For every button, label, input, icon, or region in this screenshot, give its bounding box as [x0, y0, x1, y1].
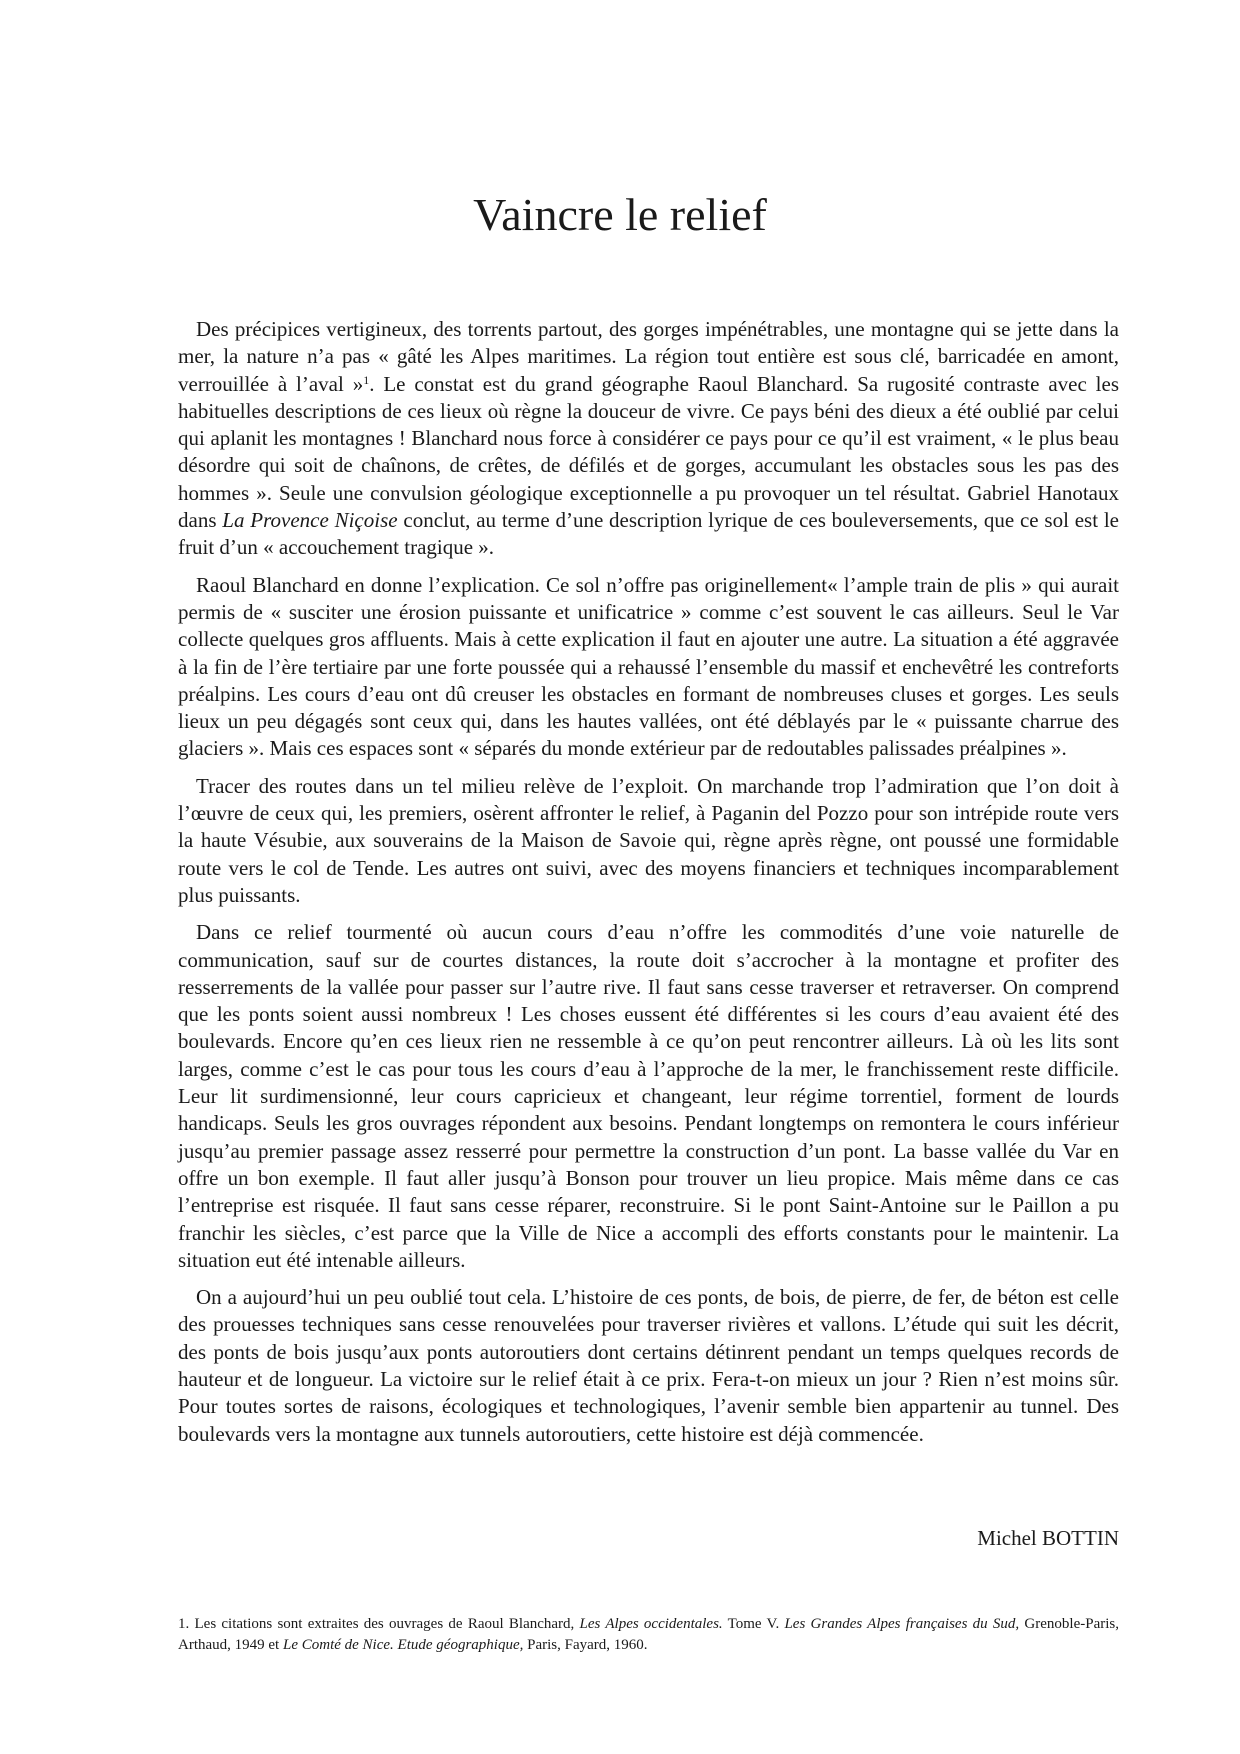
footnote-book-title-2: Les Grandes Alpes françaises du Sud,	[784, 1616, 1020, 1632]
paragraph-5: On a aujourd’hui un peu oublié tout cela. L’histoire de ces ponts, de bois, de pierre, de fer, de béton est celle des prouesses techniques sans cesse renouvelées pour traverser rivières et vallons. L’étude qui suit les décrit, des ponts de bois jusqu’aux ponts autoroutiers dont certains détinrent pendant un temps quelques records de hauteur et de longueur. La victoire sur le relief était à ce prix. Fera-t-on mieux un jour ? Rien n’est moins sûr. Pour toutes sortes de raisons, écologiques et technologiques, l’avenir semble bien appartenir au tunnel. Des boulevards vers la montagne aux tunnels autoroutiers, cette histoire est déjà commencée.	[178, 1285, 1119, 1446]
footnote-part-b: Tome V.	[722, 1616, 785, 1632]
author-signature: Michel BOTTIN	[977, 1526, 1119, 1550]
footnote-book-title-3: Le Comté de Nice. Etude géographique,	[282, 1637, 524, 1653]
footnote-part-c: Grenoble-Paris, Arthaud, 1949 et	[178, 1616, 1119, 1653]
paragraph-4: Dans ce relief tourmenté où aucun cours d’eau n’offre les commodités d’une voie naturelle de communication, sauf sur de courtes distances, la route doit s’accrocher à la montagne et profiter des resserrements de la vallée pour passer sur l’autre rive. Il faut sans cesse traverser et retraverser. On comprend que les ponts soient aussi nombreux ! Les choses eussent été différentes si les cours d’eau avaient été des boulevards. Encore qu’en ces lieux rien ne ressemble à ce qu’on peut rencontrer ailleurs. Là où les lits sont larges, comme c’est le cas pour tous les cours d’eau à l’approche de la mer, le franchissement reste difficile. Leur lit surdimensionné, leur cours capricieux et changeant, leur régime torrentiel, forment de lourds handicaps. Seuls les gros ouvrages répondent aux besoins. Pendant longtemps on remontera le cours inférieur jusqu’au premier passage assez resserré pour permettre la construction d’un pont. La basse vallée du Var en offre un bon exemple. Il faut aller jusqu’à Bonson pour trouver un lieu propice. Mais même dans ce cas l’entreprise est risquée. Il faut sans cesse réparer, reconstruire. Si le pont Saint-Antoine sur le Paillon a pu franchir les siècles, c’est parce que la Ville de Nice a accompli des efforts constants pour le maintenir. La situation eut été intenable ailleurs.	[178, 920, 1119, 1272]
paragraph-2: Raoul Blanchard en donne l’explication. Ce sol n’offre pas originellement« l’ample train de plis » qui aurait permis de « susciter une érosion puissante et unificatrice » comme c’est souvent le cas ailleurs. Seul le Var collecte quelques gros affluents. Mais à cette explication il faut en ajouter une autre. La situation a été aggravée à la fin de l’ère tertiaire par une forte poussée qui a rehaussé l’ensemble du massif et enchevêtré les contreforts préalpins. Les cours d’eau ont dû creuser les obstacles en formant de nombreuses cluses et gorges. Les seuls lieux un peu dégagés sont ceux qui, dans les hautes vallées, ont été déblayés par le « puissante charrue des glaciers ». Mais ces espaces sont « séparés du monde extérieur par de redoutables palissades préalpines ».	[178, 572, 1119, 761]
book-title-la-provence-nicoise: La Provence Niçoise	[222, 508, 398, 533]
body-text	[178, 316, 1119, 1448]
paragraph-1-part-c: conclut, au terme d’une description lyrique de ces bouleversements, que ce sol est le fruit d’un « accouchement tragique ».	[178, 508, 1119, 560]
footnote-book-title-1: Les Alpes occidentales.	[579, 1616, 723, 1632]
footnote-reference[interactable]: 1	[363, 372, 370, 387]
footnote-part-d: Paris, Fayard, 1960.	[523, 1637, 648, 1653]
paragraph-1-part-b: . Le constat est du grand géographe Raoul Blanchard. Sa rugosité contraste avec les habituelles descriptions de ces lieux où règne la douceur de vivre. Ce pays béni des dieux a été oublié par celui qui aplanit les montagnes ! Blanchard nous force à considérer ce pays pour ce qu’il est vraiment, « le plus beau désordre qui soit de chaînons, de crêtes, de défilés et de gorges, accumulant les obstacles sous les pas des hommes ». Seule une convulsion géologique exceptionnelle a pu provoquer un tel résultat. Gabriel Hanotaux dans	[178, 371, 1119, 533]
page-title: Vaincre le relief	[473, 189, 767, 240]
paragraph-1-part-a: Des précipices vertigineux, des torrents partout, des gorges impénétrables, une montagne qui se jette dans la mer, la nature n’a pas « gâté les Alpes maritimes. La région tout entière est sous clé, barricadée en amont, verrouillée à l’aval »	[178, 317, 1119, 396]
paragraph-3: Tracer des routes dans un tel milieu relève de l’exploit. On marchande trop l’admiration que l’on doit à l’œuvre de ceux qui, les premiers, osèrent affronter le relief, à Paganin del Pozzo pour son intrépide route vers la haute Vésubie, aux souverains de la Maison de Savoie qui, règne après règne, ont poussé une formidable route vers le col de Tende. Les autres ont suivi, avec des moyens financiers et techniques incomparablement plus puissants.	[178, 773, 1119, 907]
footnote-part-a: 1. Les citations sont extraites des ouvrages de Raoul Blanchard,	[178, 1616, 580, 1632]
paragraph-1	[178, 316, 1119, 562]
footnote	[178, 1614, 1119, 1656]
